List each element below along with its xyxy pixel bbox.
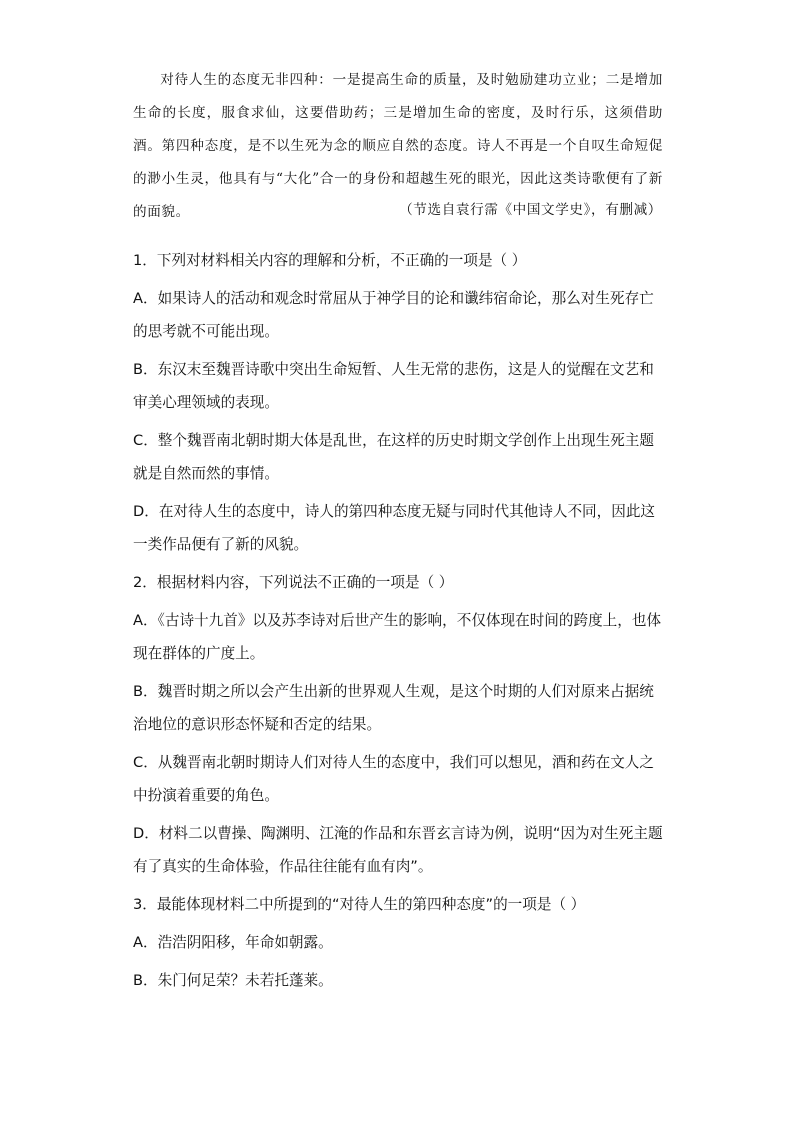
question-list: [133, 244, 665, 1002]
option-d: D．在对待人生的态度中，诗人的第四种态度无疑与同时代其他诗人不同，因此这一类作品便有了新的风貌。: [133, 503, 656, 553]
option-a: A．如果诗人的活动和观念时常屈从于神学目的论和谶纬宿命论，那么对生死存亡的思考就不可能出现。: [133, 290, 654, 340]
option-d: D．材料二以曹操、陶渊明、江淹的作品和东晋玄言诗为例，说明“因为对生死主题有了真实的生命体验，作品往往能有血有肉”。: [133, 825, 663, 875]
option-a: A．浩浩阴阳移，年命如朝露。: [133, 934, 333, 951]
passage-paragraph: 对待人生的态度无非四种：一是提高生命的质量，及时勉励建功立业；二是增加生命的长度，服食求仙，这要借助药；三是增加生命的密度，及时行乐，这须借助酒。第四种态度，是不以生死为念的顺应自然的态度。诗人不再是一个自叹生命短促的渺小生灵，他具有与“大化”合一的身份和超越生死的眼光，因此这类诗歌便有了新的面貌。: [133, 72, 663, 220]
option-c: C．从魏晋南北朝时期诗人们对待人生的态度中，我们可以想见，酒和药在文人之中扮演着重要的角色。: [133, 754, 654, 804]
question-stem: 3．最能体现材料二中所提到的“对待人生的第四种态度”的一项是（ ）: [133, 896, 586, 913]
question-1: [133, 244, 665, 561]
passage-source-citation: （节选自袁行霈《中国文学史》，有删减）: [399, 202, 662, 218]
question-stem: 1．下列对材料相关内容的理解和分析，不正确的一项是（ ）: [133, 252, 527, 269]
option-c: C．整个魏晋南北朝时期大体是乱世，在这样的历史时期文学创作上出现生死主题就是自然而然的事情。: [133, 432, 654, 482]
question-stem: 2．根据材料内容，下列说法不正确的一项是（ ）: [133, 574, 454, 591]
option-a: A．《古诗十九首》以及苏李诗对后世产生的影响，不仅体现在时间的跨度上，也体现在群体的广度上。: [133, 612, 662, 662]
question-3: [133, 888, 665, 997]
option-b: B．魏晋时期之所以会产生出新的世界观人生观，是这个时期的人们对原来占据统治地位的意识形态怀疑和否定的结果。: [133, 683, 654, 733]
option-b: B．东汉末至魏晋诗歌中突出生命短暂、人生无常的悲伤，这是人的觉醒在文艺和审美心理领域的表现。: [133, 361, 654, 411]
question-2: [133, 566, 665, 883]
option-b: B．朱门何足荣？未若托蓬莱。: [133, 972, 333, 989]
